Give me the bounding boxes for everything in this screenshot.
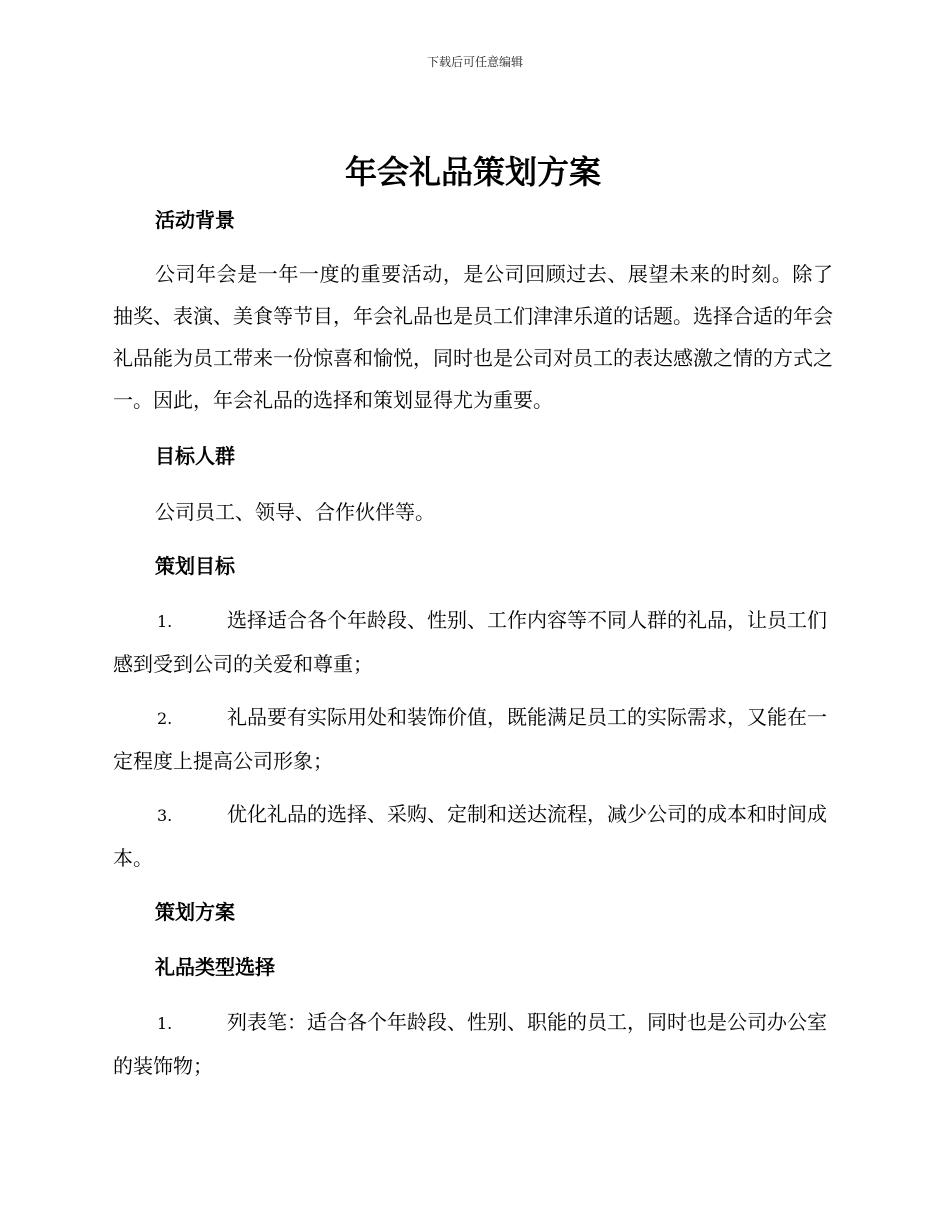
section-heading-background: 活动背景 [155,208,235,232]
section-heading-audience: 目标人群 [155,444,235,468]
gift-type-list-item [113,1001,833,1087]
list-item-text: 礼品要有实际用处和装饰价值，既能满足员工的实际需求，又能在一定程度上提高公司形象； [113,705,827,773]
page-header-note: 下载后可任意编辑 [426,55,523,69]
section-heading-plan: 策划方案 [155,900,235,924]
background-paragraph: 公司年会是一年一度的重要活动，是公司回顾过去、展望未来的时刻。除了抽奖、表演、美食等节目，年会礼品也是员工们津津乐道的话题。选择合适的年会礼品能为员工带来一份惊喜和愉悦，同时也是公司对员工的表达感激之情的方式之一。因此，年会礼品的选择和策划显得尤为重要。 [113,262,833,412]
list-number: 3. [157,806,173,825]
list-number: 1. [157,1014,173,1033]
list-item-text: 选择适合各个年龄段、性别、工作内容等不同人群的礼品，让员工们感到受到公司的关爱和尊重； [113,608,827,676]
list-item-text: 优化礼品的选择、采购、定制和送达流程，减少公司的成本和时间成本。 [113,802,827,870]
goal-list-item [113,599,833,685]
goal-list-item [113,696,833,782]
document-title: 年会礼品策划方案 [344,153,601,191]
list-item-text: 列表笔：适合各个年龄段、性别、职能的员工，同时也是公司办公室的装饰物； [113,1010,827,1078]
list-number: 1. [157,612,173,631]
list-number: 2. [157,709,173,728]
section-heading-goals: 策划目标 [155,554,235,578]
section-heading-gift-types: 礼品类型选择 [155,955,275,979]
goal-list-item [113,793,833,879]
audience-paragraph: 公司员工、领导、合作伙伴等。 [155,500,435,524]
